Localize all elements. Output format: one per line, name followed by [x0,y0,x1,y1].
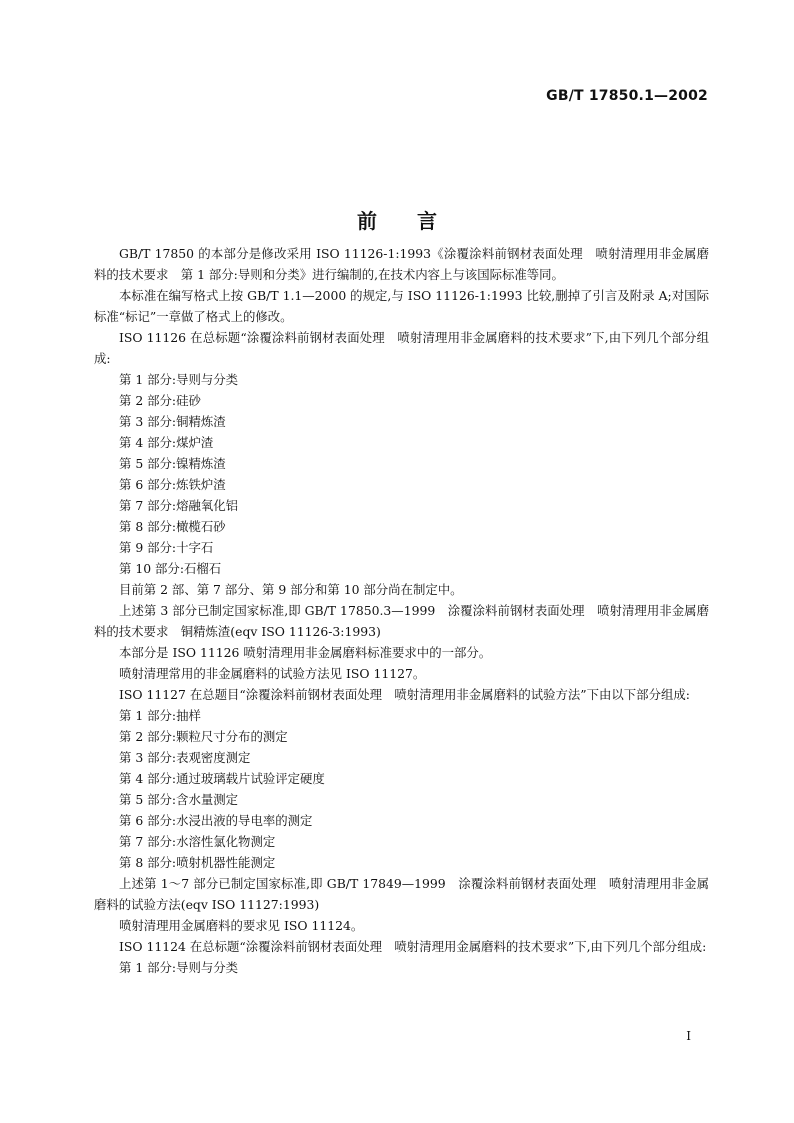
list-item: 第 5 部分:含水量测定 [119,792,239,807]
list-item: 第 4 部分:煤炉渣 [119,435,214,450]
paragraph: ISO 11124 在总标题“涂覆涂料前钢材表面处理 喷射清理用金属磨料的技术要求”下,由下列几个部分组成: [119,939,707,954]
list-item: 第 8 部分:喷射机器性能测定 [119,855,276,870]
list-item: 第 2 部分:颗粒尺寸分布的测定 [119,729,288,744]
list-item: 第 2 部分:硅砂 [119,393,201,408]
paragraph: 本部分是 ISO 11126 喷射清理用非金属磨料标准要求中的一部分。 [119,645,492,660]
paragraph: ISO 11127 在总题目“涂覆涂料前钢材表面处理 喷射清理用非金属磨料的试验方法”下由以下部分组成: [119,687,690,702]
list-item: 第 9 部分:十字石 [119,540,214,555]
standard-number: GB/T 17850.1—2002 [546,88,708,104]
list-item: 第 1 部分:抽样 [119,708,201,723]
list-item: 第 7 部分:水溶性氯化物测定 [119,834,276,849]
paragraph: 喷射清理常用的非金属磨料的试验方法见 ISO 11127。 [119,666,426,681]
paragraph: GB/T 17850 的本部分是修改采用 ISO 11126-1:1993《涂覆涂料前钢材表面处理 喷射清理用非金属磨料的技术要求 第 1 部分:导则和分类》进行编制的,在技术内容上与该国际标准等同。 [94,246,709,282]
list-item: 第 8 部分:橄榄石砂 [119,519,226,534]
paragraph: 上述第 1～7 部分已制定国家标准,即 GB/T 17849—1999 涂覆涂料前钢材表面处理 喷射清理用非金属磨料的试验方法(eqv ISO 11127:1993) [94,876,709,912]
paragraph: 本标准在编写格式上按 GB/T 1.1—2000 的规定,与 ISO 11126-1:1993 比较,删掉了引言及附录 A;对国际标准“标记”一章做了格式上的修改。 [94,288,709,324]
paragraph: 喷射清理用金属磨料的要求见 ISO 11124。 [119,918,364,933]
list-item: 第 7 部分:熔融氧化铝 [119,498,239,513]
paragraph: 上述第 3 部分已制定国家标准,即 GB/T 17850.3—1999 涂覆涂料前钢材表面处理 喷射清理用非金属磨料的技术要求 铜精炼渣(eqv ISO 11126-3:1993) [94,603,709,639]
list-item: 第 3 部分:铜精炼渣 [119,414,226,429]
list-item: 第 5 部分:镍精炼渣 [119,456,226,471]
page-number: I [686,1029,691,1043]
list-item: 第 10 部分:石榴石 [119,561,222,576]
list-item: 第 3 部分:表观密度测定 [119,750,251,765]
list-item: 第 6 部分:炼铁炉渣 [119,477,226,492]
page-title: 前言 [357,209,477,233]
paragraph: 目前第 2 部、第 7 部分、第 9 部分和第 10 部分尚在制定中。 [119,582,463,597]
paragraph: ISO 11126 在总标题“涂覆涂料前钢材表面处理 喷射清理用非金属磨料的技术要求”下,由下列几个部分组成: [94,330,709,366]
body-text [94,243,709,978]
list-item: 第 4 部分:通过玻璃载片试验评定硬度 [119,771,325,786]
list-item: 第 1 部分:导则与分类 [119,372,239,387]
list-item: 第 6 部分:水浸出液的导电率的测定 [119,813,313,828]
list-item: 第 1 部分:导则与分类 [119,960,239,975]
